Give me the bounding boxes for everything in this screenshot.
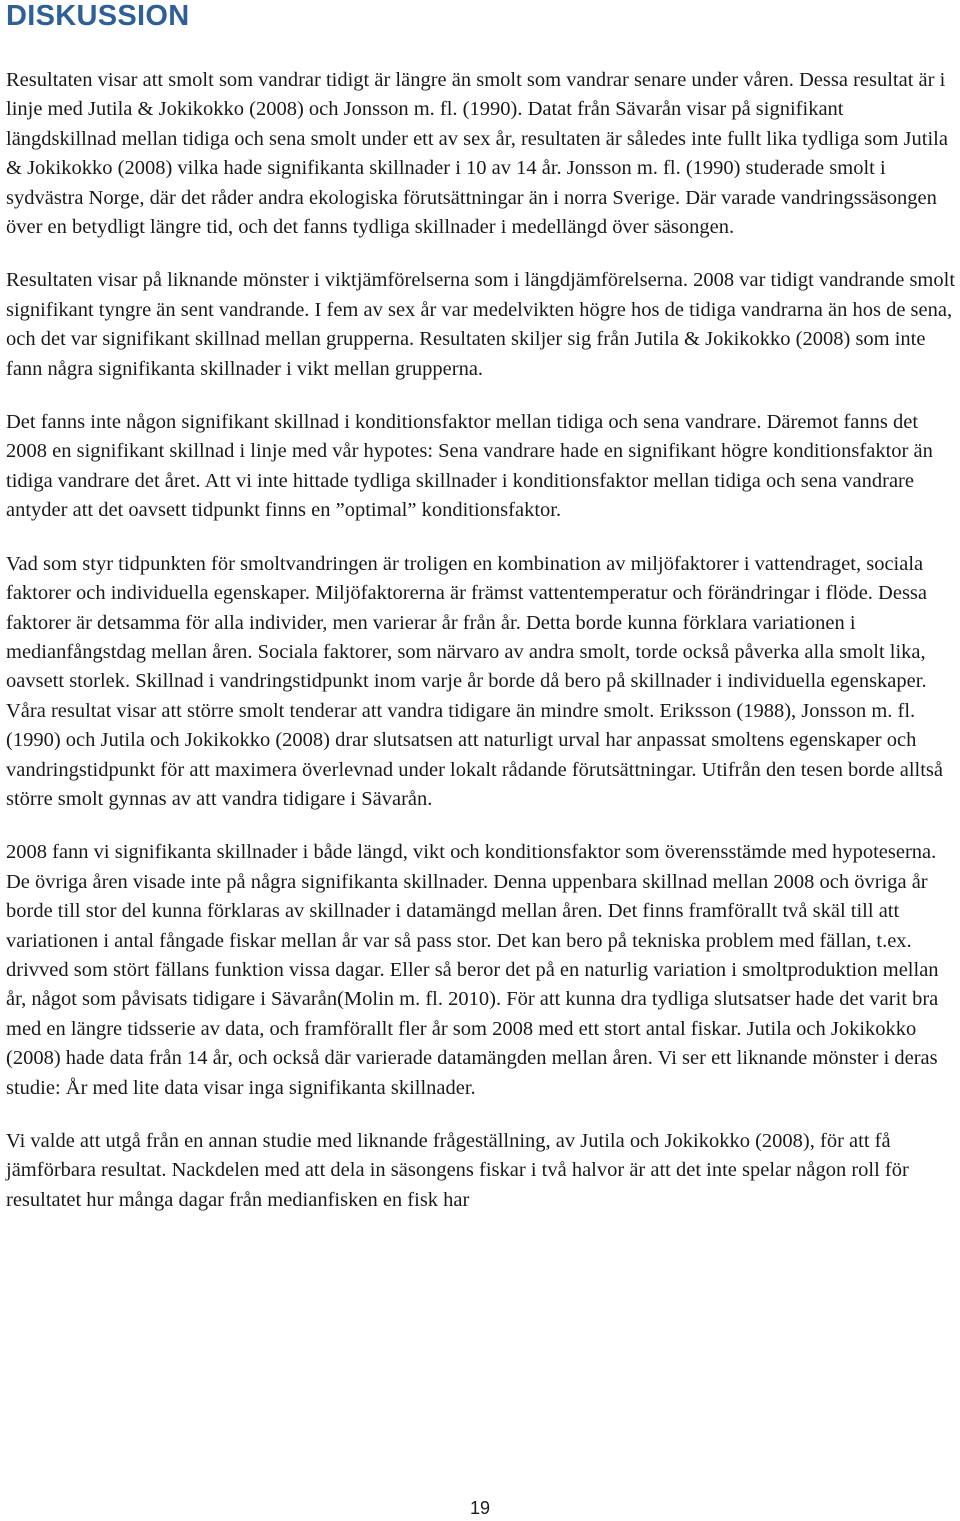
paragraph-6: Vi valde att utgå från en annan studie med liknande frågeställning, av Jutila och Jokikokko (2008), för att få jämförbara resultat. Nackdelen med att dela in säsongens fiskar i två halvor är att det inte spelar någon roll för resultatet hur många dagar från medianfisken en fisk har bbox=[6, 1130, 909, 1211]
body-text bbox=[6, 66, 956, 1239]
section-heading: DISKUSSION bbox=[6, 0, 190, 32]
paragraph-1: Resultaten visar att smolt som vandrar tidigt är längre än smolt som vandrar senare under våren. Dessa resultat är i linje med Jutila & Jokikokko (2008) och Jonsson m. fl. (1990). Datat från Sävarån visar på signifikant längdskillnad mellan tidiga och sena smolt under ett av sex år, resultaten är således inte fullt lika tydliga som Jutila & Jokikokko (2008) vilka hade signifikanta skillnader i 10 av 14 år. Jonsson m. fl. (1990) studerade smolt i sydvästra Norge, där det råder andra ekologiska förutsättningar än i norra Sverige. Där varade vandringssäsongen över en betydligt längre tid, och det fanns tydliga skillnader i medellängd över säsongen. bbox=[6, 69, 948, 239]
paragraph-2: Resultaten visar på liknande mönster i viktjämförelserna som i längdjämförelserna. 2008 var tidigt vandrande smolt signifikant tyngre än sent vandrande. I fem av sex år var medelvikten högre hos de tidiga vandrarna än hos de sena, och det var signifikant skillnad mellan grupperna. Resultaten skiljer sig från Jutila & Jokikokko (2008) som inte fann några signifikanta skillnader i vikt mellan grupperna. bbox=[6, 269, 956, 380]
page-number: 19 bbox=[469, 1498, 491, 1518]
paragraph-5: 2008 fann vi signifikanta skillnader i både längd, vikt och konditionsfaktor som överensstämde med hypoteserna. De övriga åren visade inte på några signifikanta skillnader. Denna uppenbara skillnad mellan 2008 och övriga år borde till stor del kunna förklaras av skillnader i datamängd mellan åren. Det finns framförallt två skäl till att variationen i antal fångade fiskar mellan år var så pass stor. Det kan bero på tekniska problem med fällan, t.ex. drivved som stört fällans funktion vissa dagar. Eller så beror det på en naturlig variation i smoltproduktion mellan år, något som påvisats tidigare i Sävarån(Molin m. fl. 2010). För att kunna dra tydliga slutsatser hade det varit bra med en längre tidsserie av data, och framförallt fler år som 2008 med ett stort antal fiskar. Jutila och Jokikokko (2008) hade data från 14 år, och också där varierade datamängden mellan åren. Vi ser ett liknande mönster i deras studie: År med lite data visar inga signifikanta skillnader. bbox=[6, 841, 939, 1099]
paragraph-3: Det fanns inte någon signifikant skillnad i konditionsfaktor mellan tidiga och sena vandrare. Däremot fanns det 2008 en signifikant skillnad i linje med vår hypotes: Sena vandrare hade en signifikant högre konditionsfaktor än tidiga vandrare det året. Att vi inte hittade tydliga skillnader i konditionsfaktor mellan tidiga och sena vandrare antyder att det oavsett tidpunkt finns en ”optimal” konditionsfaktor. bbox=[6, 411, 933, 522]
paragraph-4: Vad som styr tidpunkten för smoltvandringen är troligen en kombination av miljöfaktorer i vattendraget, sociala faktorer och individuella egenskaper. Miljöfaktorerna är främst vattentemperatur och förändringar i flöde. Dessa faktorer är detsamma för alla individer, men varierar år från år. Detta borde kunna förklara variationen i medianfångstdag mellan åren. Sociala faktorer, som närvaro av andra smolt, torde också påverka alla smolt lika, oavsett storlek. Skillnad i vandringstidpunkt inom varje år borde då bero på skillnader i individuella egenskaper. Våra resultat visar att större smolt tenderar att vandra tidigare än mindre smolt. Eriksson (1988), Jonsson m. fl. (1990) och Jutila och Jokikokko (2008) drar slutsatsen att naturligt urval har anpassat smoltens egenskaper och vandringstidpunkt för att maximera överlevnad under lokalt rådande förutsättningar. Utifrån den tesen borde alltså större smolt gynnas av att vandra tidigare i Sävarån. bbox=[6, 552, 944, 810]
document-page bbox=[6, 0, 956, 1521]
